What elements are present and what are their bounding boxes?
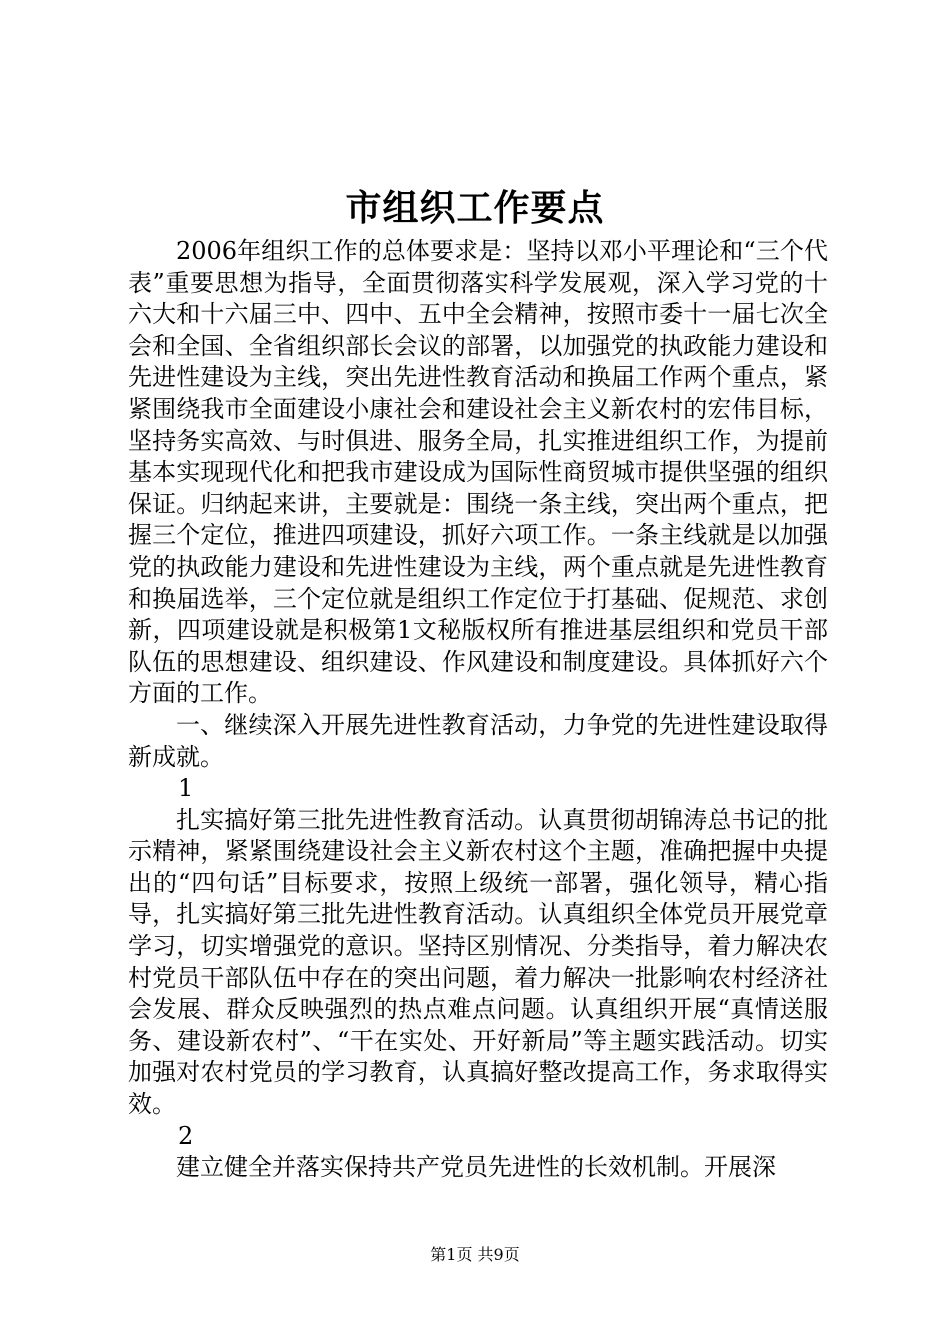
document-title: 市组织工作要点 bbox=[345, 187, 605, 229]
paragraph-general-requirements: 2006年组织工作的总体要求是：坚持以邓小平理论和“三个代表”重要思想为指导，全面贯彻落实科学发展观，深入学习党的十六大和十六届三中、四中、五中全会精神，按照市委十一届七次全会和全国、全省组织部长会议的部署，以加强党的执政能力建设和先进性建设为主线，突出先进性教育活动和换届工作两个重点，紧紧围绕我市全面建设小康社会和建设社会主义新农村的宏伟目标，坚持务实高效、与时俱进、服务全局，扎实推进组织工作，为提前基本实现现代化和把我市建设成为国际性商贸城市提供坚强的组织保证。归纳起来讲，主要就是：围绕一条主线，突出两个重点，把握三个定位，推进四项建设，抓好六项工作。一条主线就是以加强党的执政能力建设和先进性建设为主线，两个重点就是先进性教育和换届选举，三个定位就是组织工作定位于打基础、促规范、求创新，四项建设就是积极第1文秘版权所有推进基层组织和党员干部队伍的思想建设、组织建设、作风建设和制度建设。具体抓好六个方面的工作。 bbox=[128, 237, 828, 708]
paragraph-item-1: 扎实搞好第三批先进性教育活动。认真贯彻胡锦涛总书记的批示精神，紧紧围绕建设社会主义新农村这个主题，准确把握中央提出的“四句话”目标要求，按照上级统一部署，强化领导，精心指导，扎实搞好第三批先进性教育活动。认真组织全体党员开展党章学习，切实增强党的意识。坚持区别情况、分类指导，着力解决农村党员干部队伍中存在的突出问题，着力解决一批影响农村经济社会发展、群众反映强烈的热点难点问题。认真组织开展“真情送服务、建设新农村”、“干在实处、开好新局”等主题实践活动。切实加强对农村党员的学习教育，认真搞好整改提高工作，务求取得实效。 bbox=[128, 805, 828, 1119]
item-number-2: 2 bbox=[178, 1121, 194, 1150]
document-body bbox=[128, 236, 828, 1184]
item-number-1: 1 bbox=[178, 774, 194, 803]
paragraph-section-one-heading: 一、继续深入开展先进性教育活动，力争党的先进性建设取得新成就。 bbox=[128, 710, 828, 771]
paragraph-item-2: 建立健全并落实保持共产党员先进性的长效机制。开展深 bbox=[176, 1153, 776, 1182]
page-footer: 第1页 共9页 bbox=[430, 1245, 520, 1264]
